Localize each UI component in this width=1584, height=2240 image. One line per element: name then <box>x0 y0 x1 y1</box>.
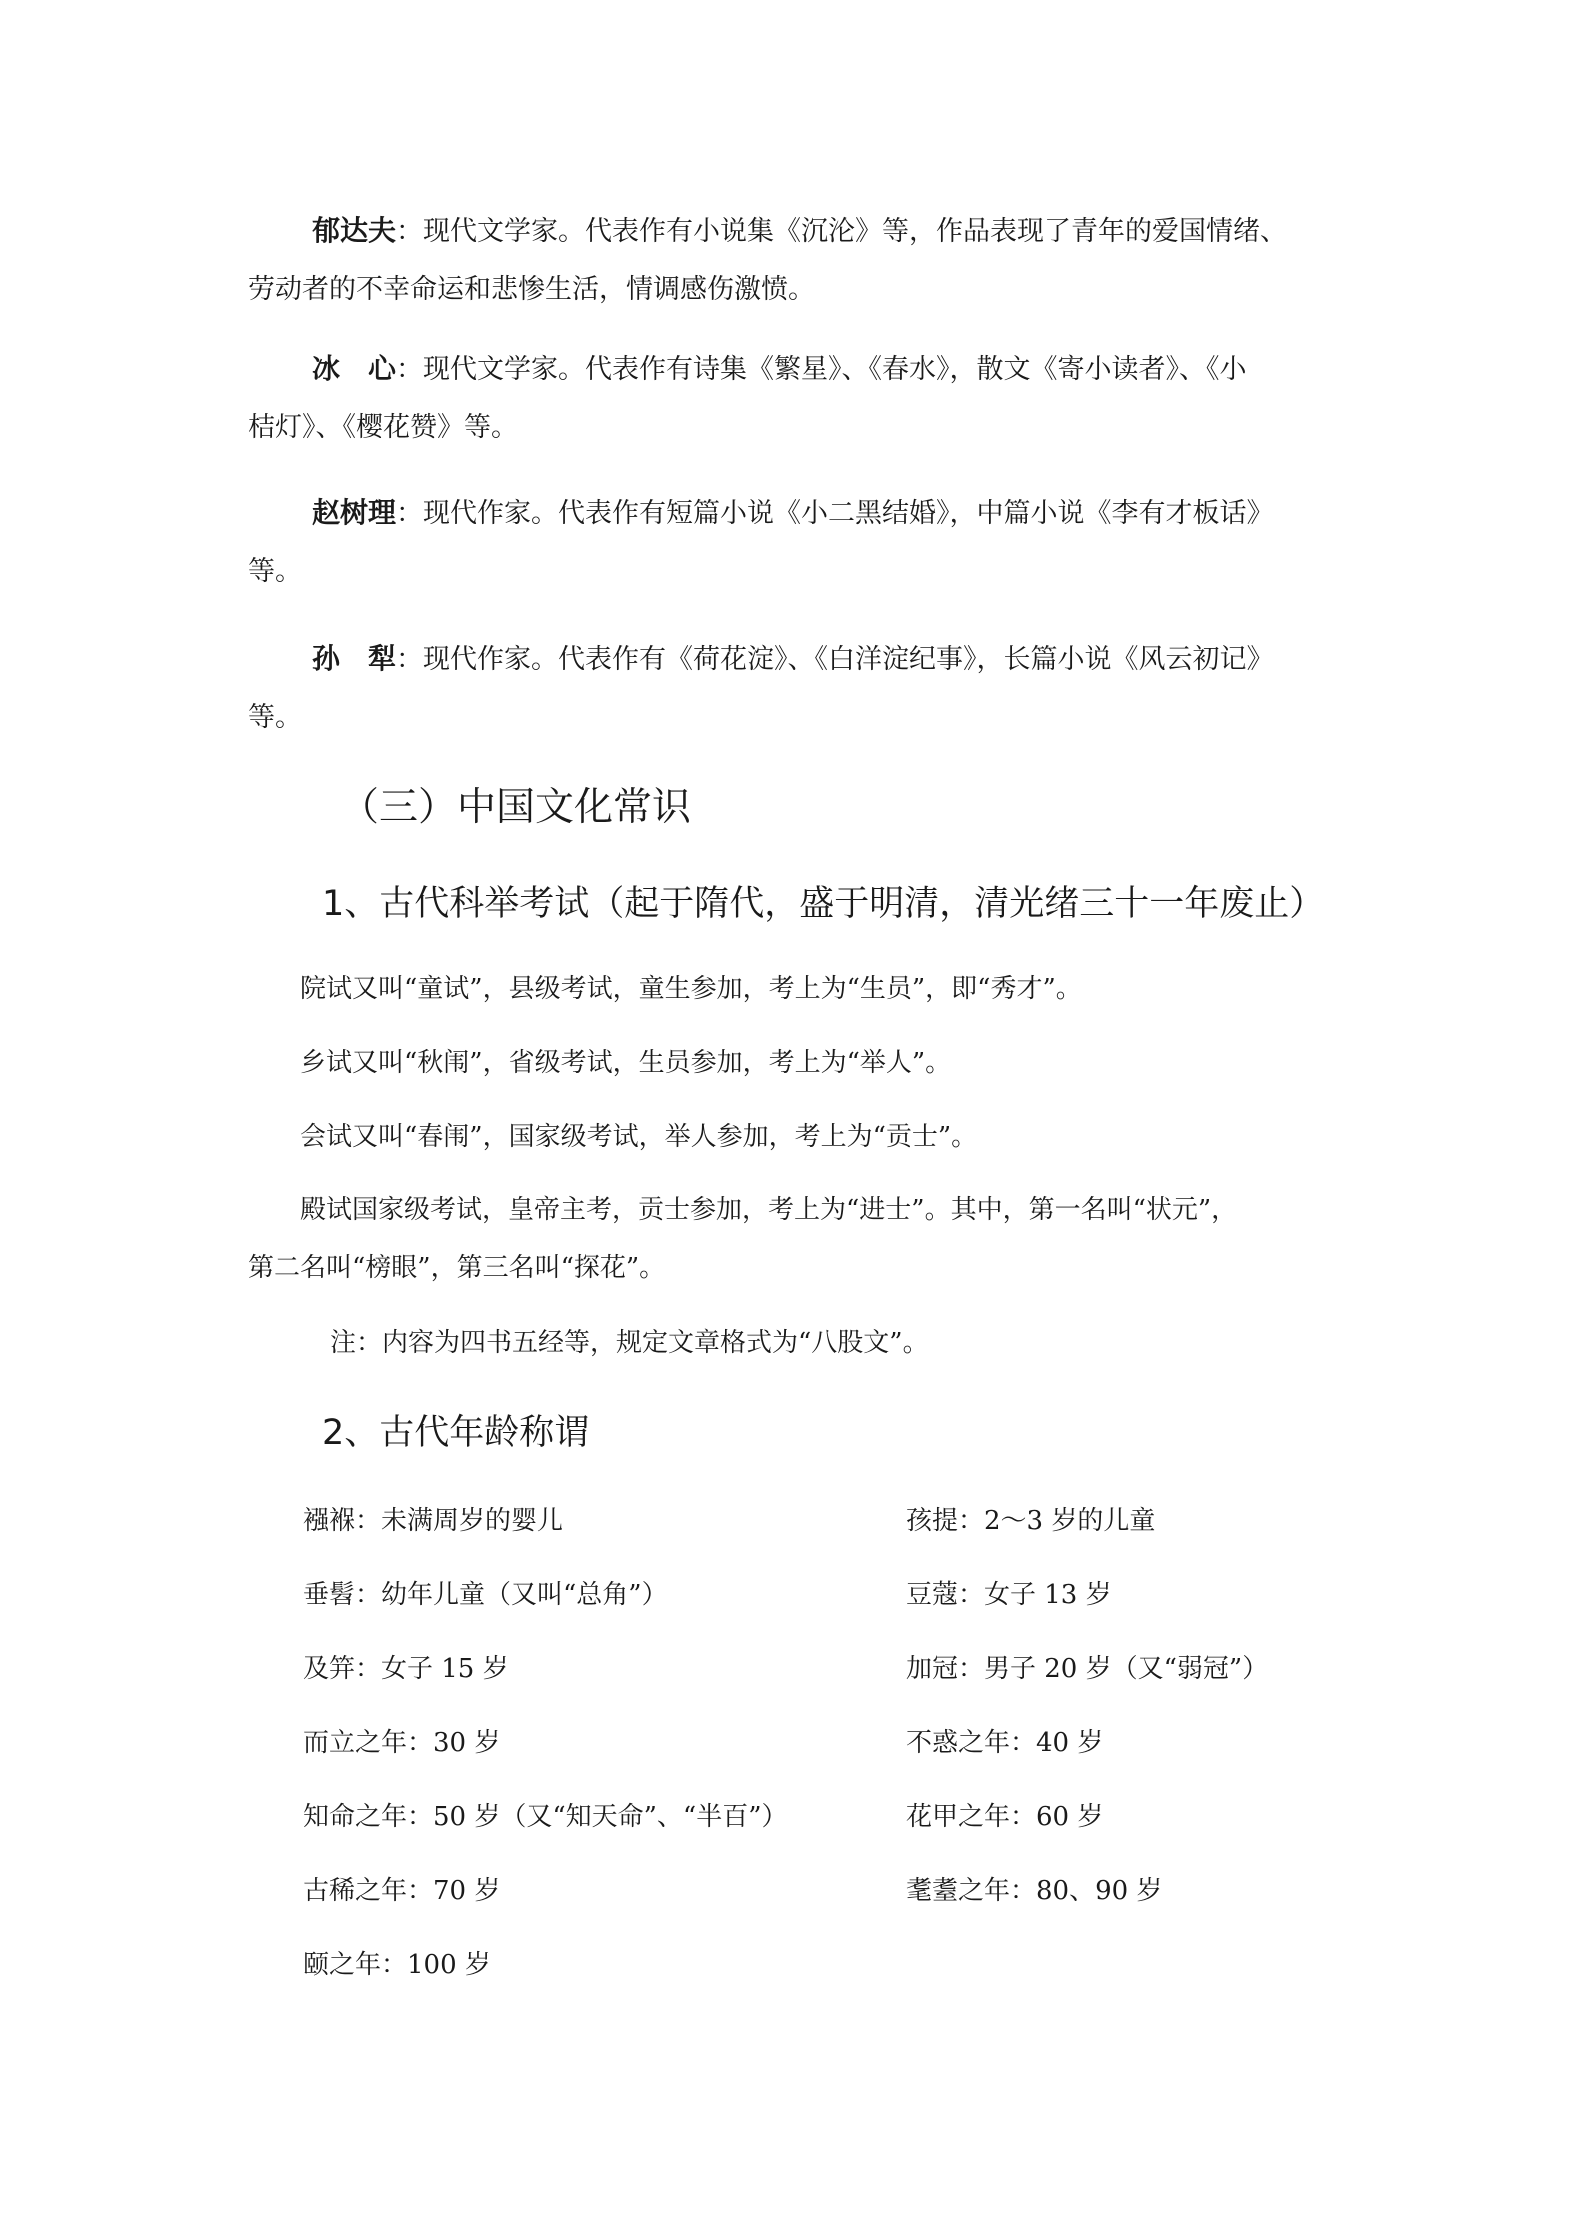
age-term: 耄耋之年：80、90 岁 <box>906 1876 1163 1906</box>
author-desc-line2: 等。 <box>248 702 302 733</box>
exam-line-dianshi <box>248 1181 1358 1297</box>
age-term: 不惑之年：40 岁 <box>906 1728 1104 1758</box>
exam-line-huishi: 会试又叫“春闱”，国家级考试，举人参加，考上为“贡士”。 <box>300 1122 978 1152</box>
author-name: 孙 犁 <box>312 642 397 675</box>
ages-subtitle: 2、古代年龄称谓 <box>322 1413 590 1453</box>
author-desc-line1: ：现代作家。代表作有《荷花淀》、《白洋淀纪事》，长篇小说《风云初记》 <box>396 644 1274 675</box>
author-name: 赵树理 <box>312 496 397 529</box>
author-desc-line2: 等。 <box>248 556 302 587</box>
exam-note: 注：内容为四书五经等，规定文章格式为“八股文”。 <box>330 1328 929 1358</box>
author-desc-line2: 桔灯》、《樱花赞》等。 <box>248 412 518 443</box>
age-term: 孩提：2～3 岁的儿童 <box>906 1506 1156 1536</box>
age-term: 知命之年：50 岁（又“知天命”、“半百”） <box>303 1802 788 1832</box>
age-term: 及笄：女子 15 岁 <box>303 1654 509 1684</box>
author-name: 冰 心 <box>312 352 397 385</box>
author-entry-yudafu <box>248 202 1358 319</box>
author-entry-sunli <box>248 630 1358 747</box>
age-term: 豆蔻：女子 13 岁 <box>906 1580 1112 1610</box>
author-entry-zhaoshuli <box>248 484 1358 601</box>
age-term: 花甲之年：60 岁 <box>906 1802 1104 1832</box>
dianshi-line1: 殿试国家级考试，皇帝主考，贡士参加，考上为“进士”。其中，第一名叫“状元”， <box>300 1195 1238 1225</box>
author-desc-line2: 劳动者的不幸命运和悲惨生活，情调感伤激愤。 <box>248 274 815 305</box>
age-term: 垂髫：幼年儿童（又叫“总角”） <box>303 1580 668 1610</box>
exam-line-xiangshi: 乡试又叫“秋闱”，省级考试，生员参加，考上为“举人”。 <box>300 1048 952 1078</box>
age-term: 襁褓：未满周岁的婴儿 <box>303 1506 564 1536</box>
section-title: （三）中国文化常识 <box>340 785 692 830</box>
author-desc-line1: ：现代文学家。代表作有诗集《繁星》、《春水》，散文《寄小读者》、《小 <box>396 354 1247 385</box>
exam-subtitle: 1、古代科举考试（起于隋代，盛于明清，清光绪三十一年废止） <box>322 884 1325 924</box>
age-term: 而立之年：30 岁 <box>303 1728 501 1758</box>
author-name: 郁达夫 <box>312 214 397 247</box>
author-desc-line1: ：现代作家。代表作有短篇小说《小二黑结婚》，中篇小说《李有才板话》 <box>396 498 1274 529</box>
age-term: 加冠：男子 20 岁（又“弱冠”） <box>906 1654 1269 1684</box>
author-entry-bingxin <box>248 340 1358 457</box>
age-term: 古稀之年：70 岁 <box>303 1876 501 1906</box>
exam-line-yuanshi: 院试又叫“童试”，县级考试，童生参加，考上为“生员”，即“秀才”。 <box>300 974 1082 1004</box>
age-term: 颐之年：100 岁 <box>303 1950 491 1980</box>
dianshi-line2: 第二名叫“榜眼”，第三名叫“探花”。 <box>248 1253 666 1283</box>
author-desc-line1: ：现代文学家。代表作有小说集《沉沦》等，作品表现了青年的爱国情绪、 <box>396 216 1288 247</box>
